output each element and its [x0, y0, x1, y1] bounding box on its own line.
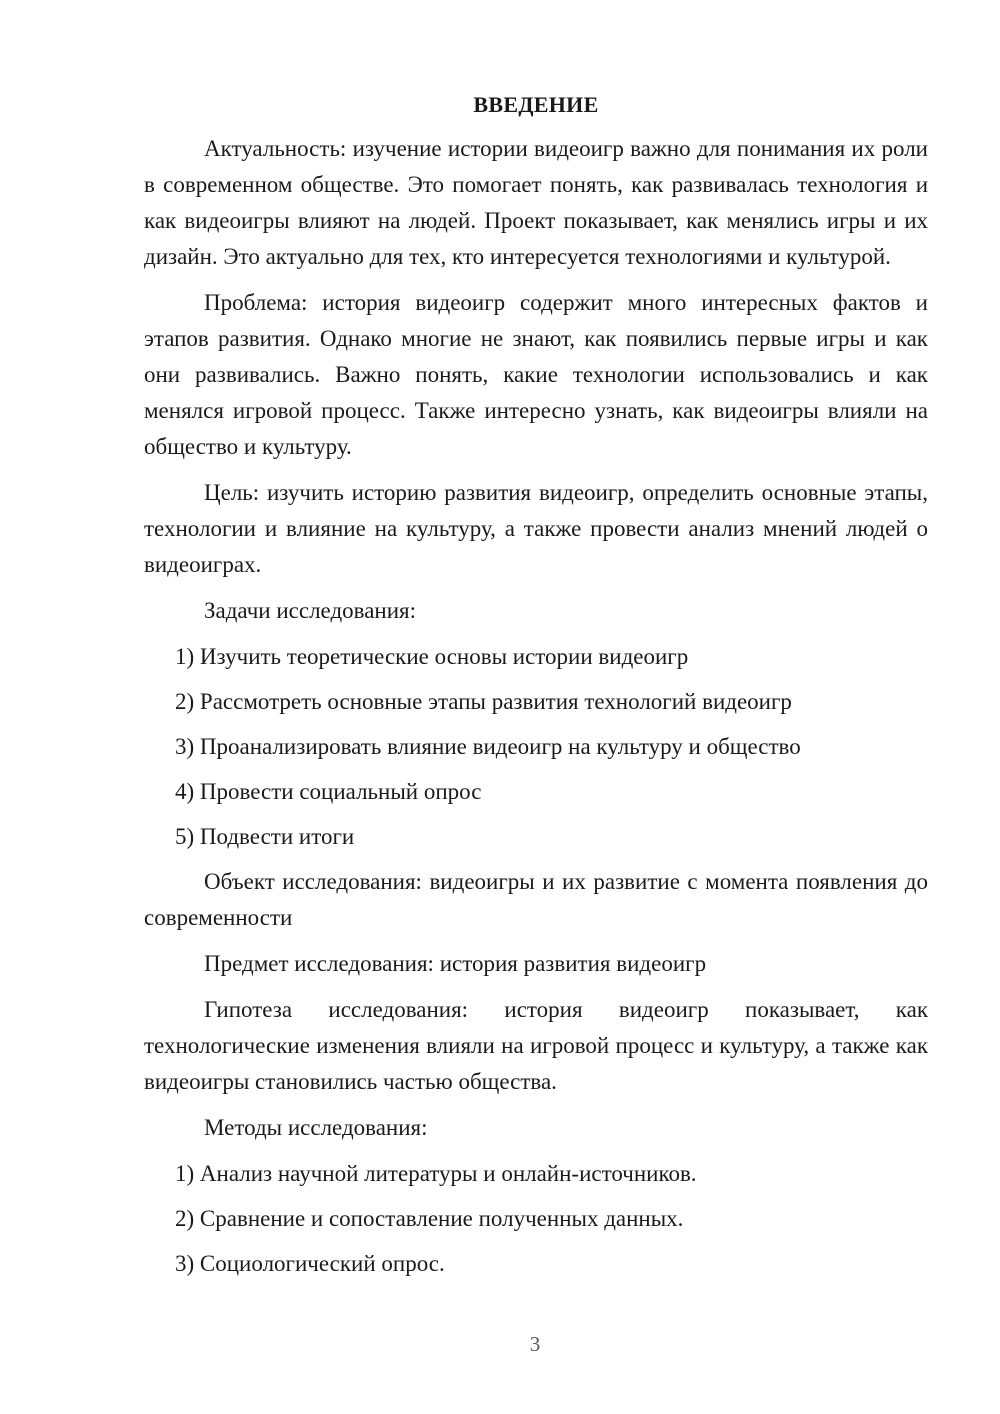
- list-item: 2) Рассмотреть основные этапы развития технологий видеоигр: [175, 689, 792, 714]
- methods-list: [144, 1156, 928, 1282]
- list-item: 1) Анализ научной литературы и онлайн-источников.: [175, 1161, 697, 1186]
- object-paragraph: Объект исследования: видеоигры и их развитие с момента появления до современности: [144, 869, 928, 930]
- goal-paragraph: Цель: изучить историю развития видеоигр, определить основные этапы, технологии и влияние на культуру, а также провести анализ мнений людей о видеоиграх.: [144, 480, 928, 577]
- hypothesis-paragraph: Гипотеза исследования: история видеоигр показывает, как технологические изменения влияли на игровой процесс и культуру, а также как видеоигры становились частью общества.: [144, 997, 928, 1094]
- list-item: 3) Проанализировать влияние видеоигр на культуру и общество: [175, 734, 801, 759]
- list-item: 2) Сравнение и сопоставление полученных данных.: [175, 1206, 684, 1231]
- list-item: 1) Изучить теоретические основы истории видеоигр: [175, 644, 689, 669]
- subject-paragraph: Предмет исследования: история развития видеоигр: [204, 951, 707, 976]
- relevance-paragraph: Актуальность: изучение истории видеоигр важно для понимания их роли в современном обществе. Это помогает понять, как развивалась технология и как видеоигры влияют на людей. Проект показывает, как менялись игры и их дизайн. Это актуально для тех, кто интересуется технологиями и культурой.: [144, 136, 928, 269]
- problem-paragraph: Проблема: история видеоигр содержит много интересных фактов и этапов развития. Однако многие не знают, как появились первые игры и как они развивались. Важно понять, какие технологии использовались и как менялся игровой процесс. Также интересно узнать, как видеоигры влияли на общество и культуру.: [144, 290, 928, 459]
- list-item: 3) Социологический опрос.: [175, 1251, 445, 1276]
- tasks-heading: Задачи исследования:: [204, 598, 417, 623]
- list-item: 4) Провести социальный опрос: [175, 779, 482, 804]
- document-page: [144, 92, 928, 1291]
- document-title: ВВЕДЕНИЕ: [473, 92, 599, 117]
- page-number: 3: [529, 1332, 541, 1356]
- methods-heading: Методы исследования:: [204, 1115, 428, 1140]
- tasks-list: [144, 639, 928, 855]
- list-item: 5) Подвести итоги: [175, 824, 355, 849]
